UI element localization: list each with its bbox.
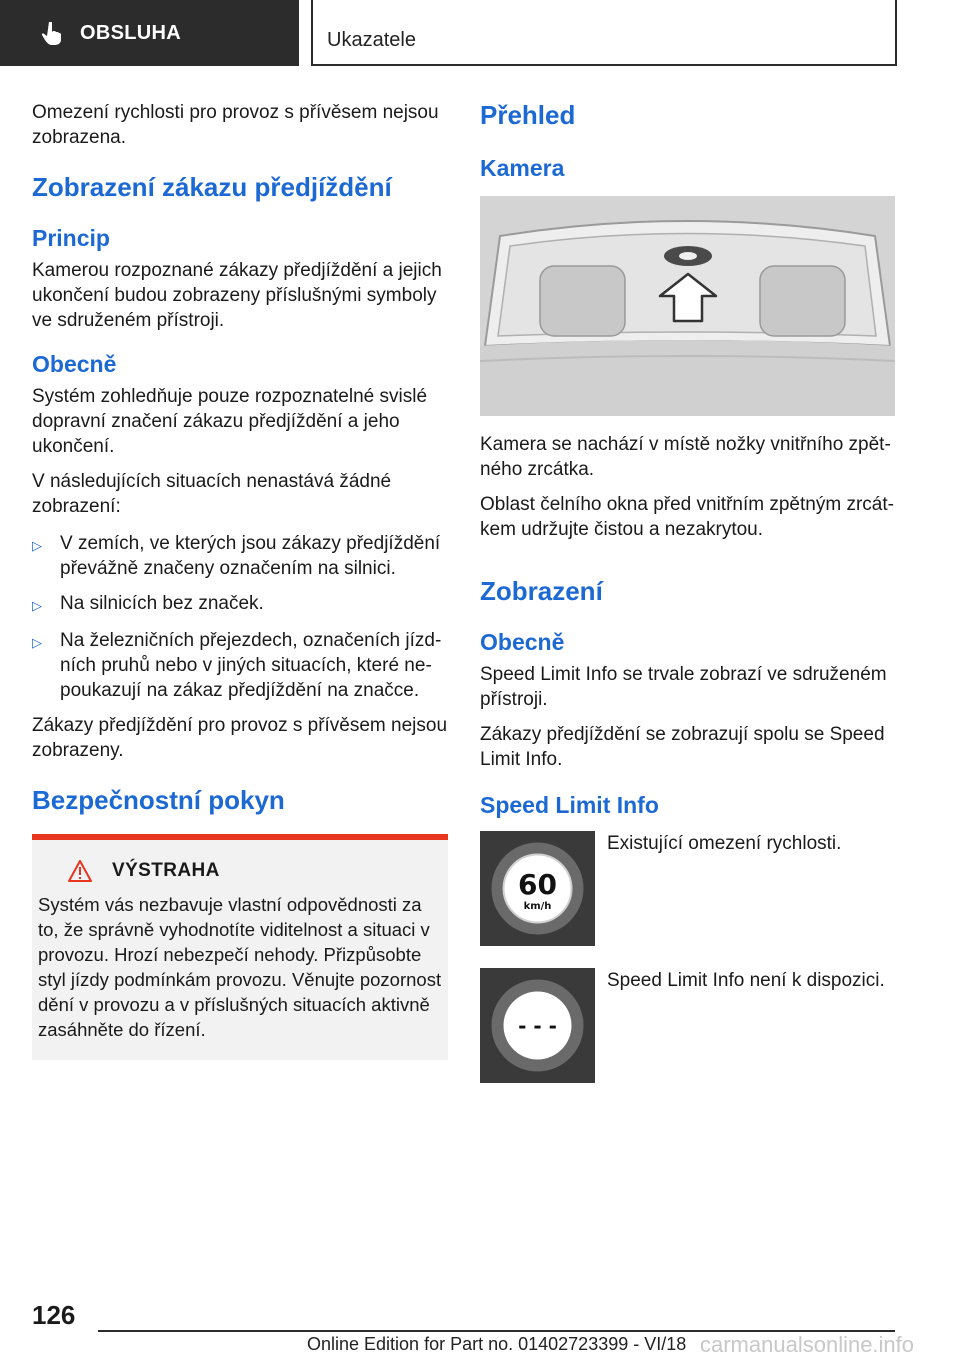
camera-illustration (480, 196, 895, 416)
section-tab (0, 0, 299, 66)
left-column (32, 100, 448, 1060)
watermark: carmanualsonline.info (700, 1332, 915, 1357)
list-item: ▷ Na železničních přejezdech, označeních jízdních pruhů nebo v jiných situacích, které nepoukazují na zákaz předjíždění na značce. (32, 630, 442, 701)
zobrazeni-paragraph-1: Speed Limit Info se trvale zobrazí ve sdruženém přístroji. (480, 664, 887, 710)
speed-limit-item-text: Speed Limit Info není k dispozici. (607, 970, 885, 991)
heading-bezpecnostni-pokyn: Bezpečnostní pokyn (32, 785, 285, 815)
obecne-paragraph-1: Systém zohledňuje pouze rozpoznatelné svislé dopravní značení zákazu předjíždění a jeho ukončení. (32, 386, 428, 457)
speed-limit-item (480, 831, 896, 946)
speed-sign-value: 60 (518, 868, 557, 901)
right-column (480, 100, 896, 1105)
heading-zobrazeni-zakazu: Zobrazení zákazu předjíždění (32, 172, 392, 202)
section-tab-label: OBSLUHA (80, 21, 181, 44)
heading-obecne-right: Obecně (480, 629, 565, 655)
heading-zobrazeni: Zobrazení (480, 576, 603, 606)
zobrazeni-paragraph-2: Zákazy předjíždění se zobrazují spolu se Speed Limit Info. (480, 724, 885, 770)
princip-paragraph: Kamerou rozpoznané zákazy předjíždění a jejich ukončení budou zobrazeny příslušnými symboly ve sdruženém přístroji. (32, 260, 442, 331)
warning-box (32, 834, 448, 1060)
warning-title: VÝSTRAHA (112, 860, 220, 881)
speed-limit-item-text: Existující omezení rychlosti. (607, 833, 842, 854)
triangle-bullet-icon: ▷ (32, 538, 42, 553)
speed-sign-unit: km/h (523, 901, 552, 912)
speed-limit-unavailable-icon (480, 968, 595, 1083)
list-item: ▷ V zemích, ve kterých jsou zákazy předjíždění převážně značeny označením na silnici. (32, 533, 441, 579)
heading-obecne-left: Obecně (32, 351, 117, 377)
speed-sign-value: - - - (518, 1014, 557, 1038)
speed-limit-item (480, 968, 896, 1083)
chapter-title: Ukazatele (327, 29, 416, 51)
page-number: 126 (32, 1300, 76, 1330)
triangle-bullet-icon: ▷ (32, 598, 42, 613)
intro-paragraph: Omezení rychlosti pro provoz s přívěsem nejsou zobrazena. (32, 102, 439, 148)
kamera-paragraph-2: Oblast čelního okna před vnitřním zpětným zrcátkem udržujte čistou a nezakrytou. (480, 494, 894, 540)
obecne-paragraph-2: V následujících situacích nenastává žádné zobrazení: (32, 471, 392, 517)
warning-triangle-icon (68, 860, 92, 882)
warning-text: Systém vás nezbavuje vlastní odpovědnosti za to, že správně vyhodnotíte viditelnost a situaci v provozu. Hrozí nebezpečí nehody. Přizpůsobte styl jízdy podmínkám provozu. Věnujte pozornost dění v provozu a v příslušných situacích aktivně zasáhněte do řízení. (38, 894, 442, 1040)
heading-kamera: Kamera (480, 155, 565, 181)
edition-text: Online Edition for Part no. 01402723399 - VI/18 (307, 1334, 687, 1354)
warning-header (38, 860, 442, 882)
trailer-paragraph: Zákazy předjíždění pro provoz s přívěsem nejsou zobrazeny. (32, 715, 448, 761)
chapter-header (311, 0, 897, 66)
triangle-bullet-icon: ▷ (32, 635, 42, 650)
heading-speed-limit-info: Speed Limit Info (480, 792, 659, 818)
list-item: ▷ Na silnicích bez značek. (32, 591, 448, 618)
speed-limit-60-icon (480, 831, 595, 946)
heading-princip: Princip (32, 225, 110, 251)
heading-prehled: Přehled (480, 100, 576, 130)
hand-pointer-icon (40, 20, 66, 46)
kamera-paragraph-1: Kamera se nachází v místě nožky vnitřního zpětného zrcátka. (480, 434, 891, 480)
